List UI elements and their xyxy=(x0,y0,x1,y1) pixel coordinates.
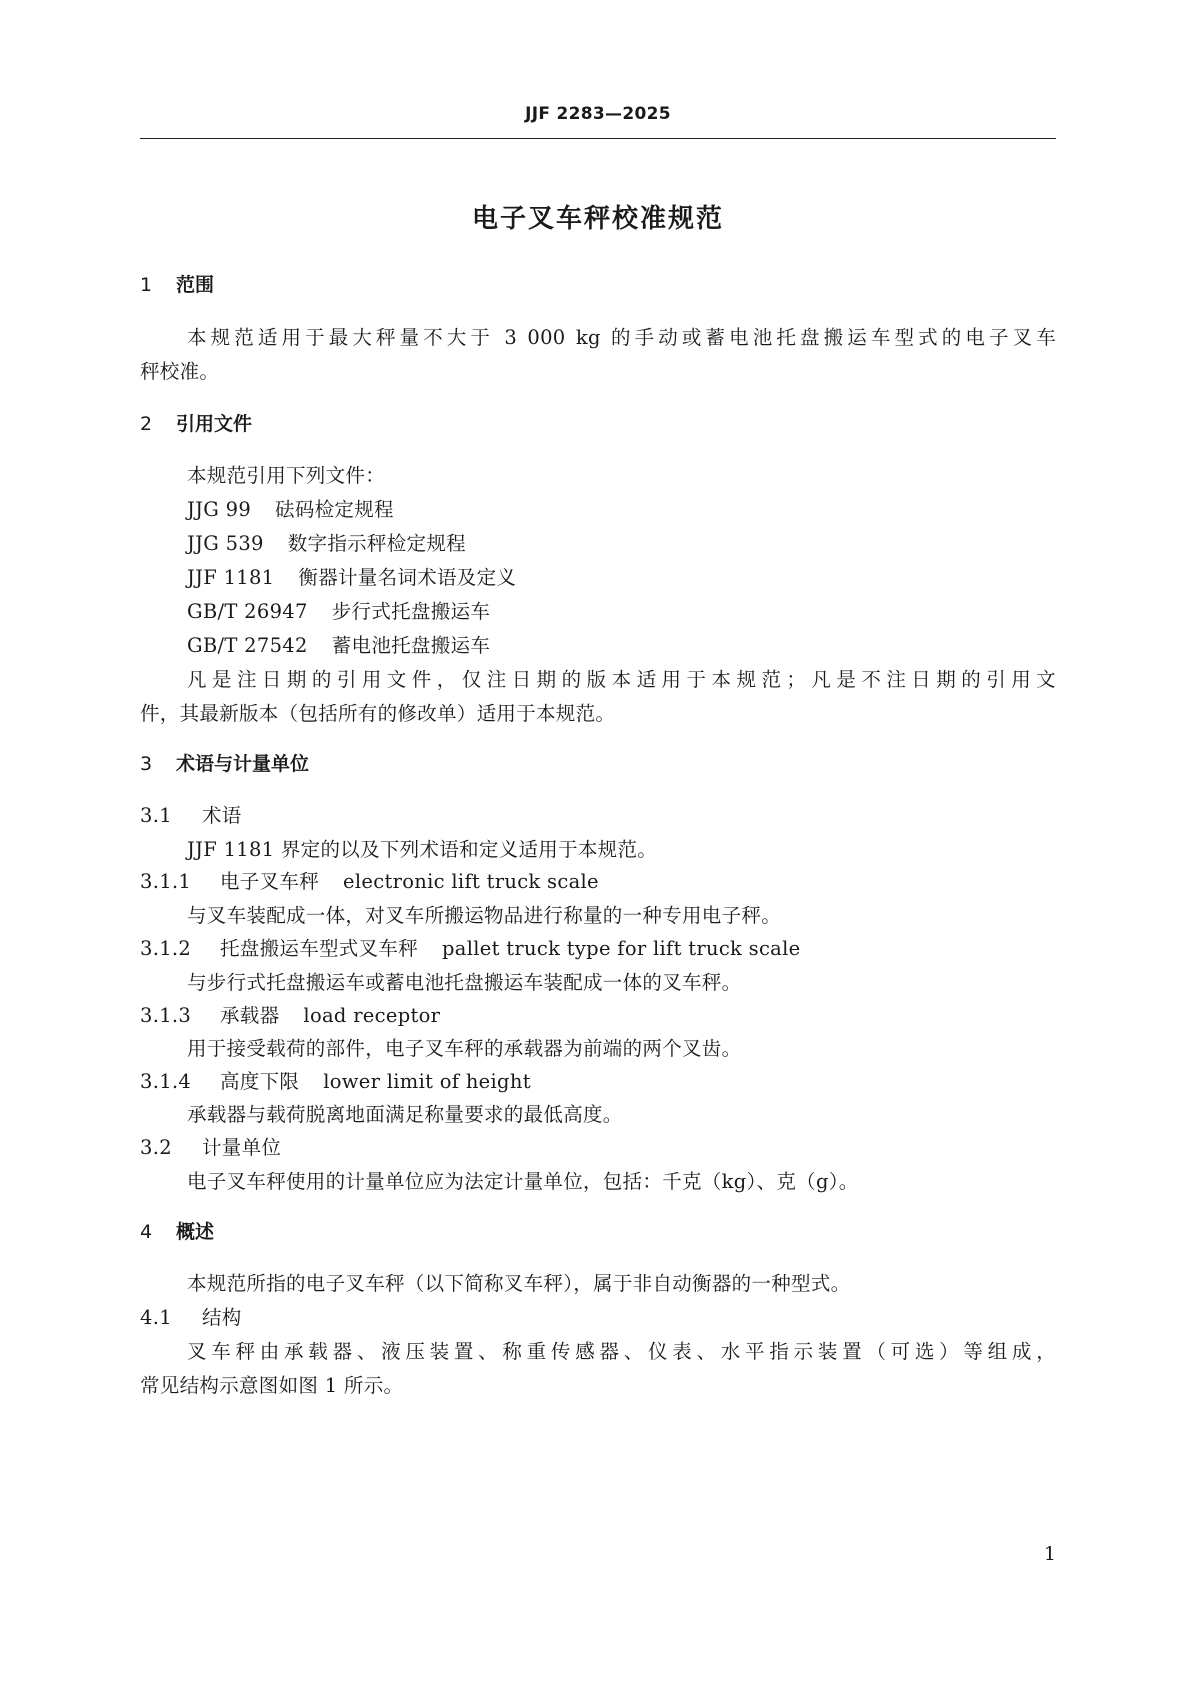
term-heading xyxy=(140,933,800,961)
section-title: 范围 xyxy=(176,274,215,296)
reference-item xyxy=(187,562,516,590)
subsection-title: 术语 xyxy=(202,804,242,827)
section-3-heading xyxy=(140,749,309,776)
paragraph-line: 本规范引用下列文件： xyxy=(187,464,386,487)
page-number: 1 xyxy=(1043,1543,1056,1565)
section-4-heading xyxy=(140,1217,214,1244)
reference-name: 蓄电池托盘搬运车 xyxy=(331,634,491,657)
term-number: 3.1.2 xyxy=(140,937,192,960)
section-title: 引用文件 xyxy=(176,413,253,435)
paragraph-line: 叉车秤由承载器、液压装置、称重传感器、仪表、水平指示装置（可选）等组成， xyxy=(187,1340,1056,1363)
subsection-3-2 xyxy=(140,1132,281,1160)
reference-code: JJF 1181 xyxy=(187,566,275,589)
section-title: 术语与计量单位 xyxy=(176,753,310,775)
reference-item xyxy=(187,528,466,556)
document-title: 电子叉车秤校准规范 xyxy=(471,204,724,234)
reference-code: GB/T 26947 xyxy=(187,600,308,623)
reference-name: 砝码检定规程 xyxy=(275,498,394,521)
term-chinese: 承载器 xyxy=(220,1004,280,1027)
reference-item xyxy=(187,630,490,658)
paragraph-line: 凡是注日期的引用文件，仅注日期的版本适用于本规范；凡是不注日期的引用文 xyxy=(187,668,1056,691)
subsection-4-1 xyxy=(140,1302,242,1330)
reference-item xyxy=(187,596,490,624)
subsection-title: 结构 xyxy=(202,1306,242,1329)
paragraph-line: 本规范所指的电子叉车秤（以下简称叉车秤），属于非自动衡器的一种型式。 xyxy=(187,1272,851,1295)
section-1-heading xyxy=(140,270,214,297)
term-heading xyxy=(140,1000,440,1028)
term-chinese: 电子叉车秤 xyxy=(220,870,320,893)
term-english: electronic lift truck scale xyxy=(343,870,599,893)
subsection-number: 3.2 xyxy=(140,1136,172,1159)
paragraph-line: 常见结构示意图如图 1 所示。 xyxy=(140,1374,404,1397)
term-english: load receptor xyxy=(303,1004,441,1027)
reference-name: 数字指示秤检定规程 xyxy=(287,532,466,555)
term-definition: 与步行式托盘搬运车或蓄电池托盘搬运车装配成一体的叉车秤。 xyxy=(187,971,742,994)
section-number: 4 xyxy=(140,1221,153,1243)
section-title: 概述 xyxy=(176,1221,215,1243)
page-header-code: JJF 2283—2025 xyxy=(525,104,671,124)
term-definition: 用于接受载荷的部件，电子叉车秤的承载器为前端的两个叉齿。 xyxy=(187,1037,742,1060)
reference-name: 步行式托盘搬运车 xyxy=(331,600,491,623)
reference-name: 衡器计量名词术语及定义 xyxy=(298,566,517,589)
term-english: lower limit of height xyxy=(323,1070,531,1093)
subsection-3-1 xyxy=(140,800,242,828)
term-number: 3.1.4 xyxy=(140,1070,192,1093)
term-heading xyxy=(140,866,599,894)
paragraph-line: 秤校准。 xyxy=(140,360,220,383)
term-chinese: 高度下限 xyxy=(220,1070,300,1093)
term-number: 3.1.3 xyxy=(140,1004,192,1027)
reference-code: GB/T 27542 xyxy=(187,634,308,657)
section-number: 1 xyxy=(140,274,153,296)
term-heading xyxy=(140,1066,531,1094)
term-number: 3.1.1 xyxy=(140,870,192,893)
reference-code: JJG 539 xyxy=(187,532,264,555)
paragraph-line: JJF 1181 界定的以及下列术语和定义适用于本规范。 xyxy=(187,838,658,861)
term-english: pallet truck type for lift truck scale xyxy=(442,937,801,960)
term-definition: 承载器与载荷脱离地面满足称量要求的最低高度。 xyxy=(187,1103,623,1126)
reference-code: JJG 99 xyxy=(187,498,252,521)
section-number: 2 xyxy=(140,413,153,435)
subsection-title: 计量单位 xyxy=(202,1136,282,1159)
paragraph-line: 电子叉车秤使用的计量单位应为法定计量单位，包括：千克（kg）、克（g）。 xyxy=(187,1170,859,1193)
paragraph-line: 本规范适用于最大秤量不大于 3 000 kg 的手动或蓄电池托盘搬运车型式的电子叉车 xyxy=(187,326,1056,349)
term-chinese: 托盘搬运车型式叉车秤 xyxy=(220,937,419,960)
reference-item xyxy=(187,494,394,522)
section-2-heading xyxy=(140,409,252,436)
paragraph-line: 件，其最新版本（包括所有的修改单）适用于本规范。 xyxy=(140,702,616,725)
term-definition: 与叉车装配成一体，对叉车所搬运物品进行称量的一种专用电子秤。 xyxy=(187,904,782,927)
subsection-number: 4.1 xyxy=(140,1306,172,1329)
header-rule xyxy=(140,138,1056,139)
section-number: 3 xyxy=(140,753,153,775)
subsection-number: 3.1 xyxy=(140,804,172,827)
